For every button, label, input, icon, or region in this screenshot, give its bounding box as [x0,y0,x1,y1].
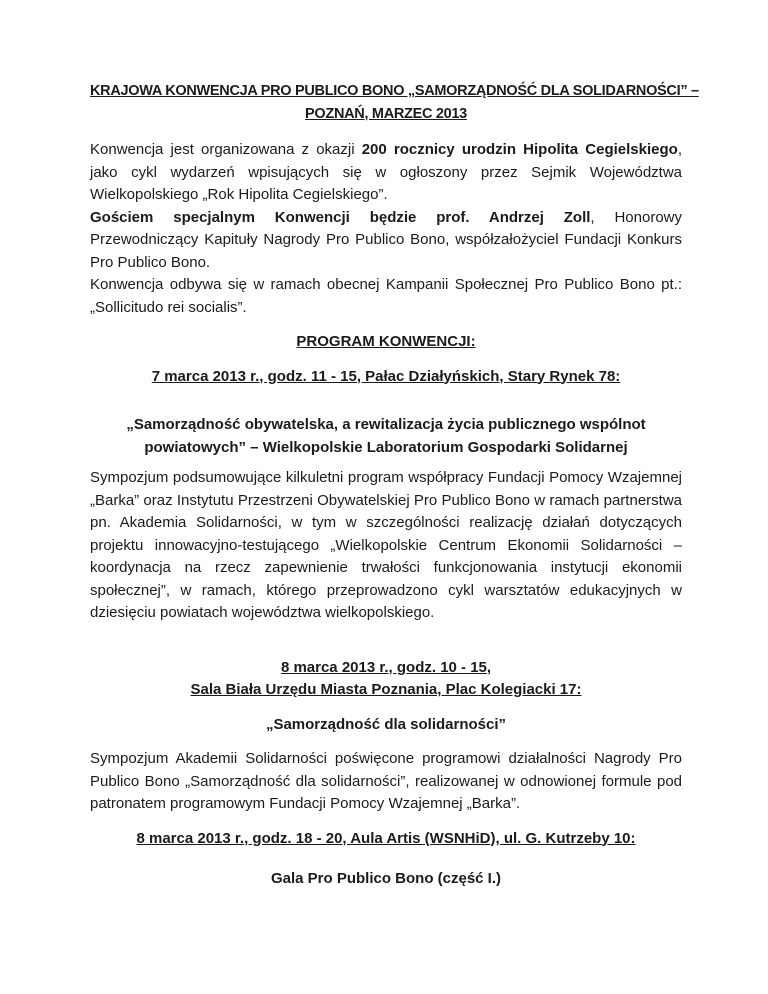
intro-paragraph-2-bold: Gościem specjalnym Konwencji będzie prof. Andrzej Zoll [90,208,591,226]
session2-datetime-line1: 8 marca 2013 r., godz. 10 - 15, [280,658,492,676]
session2-description: Sympozjum Akademii Solidarności poświęcone programowi działalności Nagrody Pro Publico Bono „Samorządność dla solidarności”, realizowanej w odnowionej formule pod patronatem programowym Fundacji Pomocy Wzajemnej „Barka”. [90,750,682,812]
intro-paragraph-2-post: , Honorowy Przewodniczący Kapituły Nagrody Pro Publico Bono, współzałożyciel Fundacji Konkurs Pro Publico Bono. [90,208,682,271]
intro-paragraph-1-bold: 200 rocznicy urodzin Hipolita Cegielskiego [361,141,678,158]
document-title-line2: POZNAŃ, MARZEC 2013 [305,105,467,122]
session3-title: Gala Pro Publico Bono (część I.) [270,870,502,887]
session1-datetime-heading: 7 marca 2013 r., godz. 11 - 15, Pałac Działyńskich, Stary Rynek 78: [151,367,621,385]
session2-datetime-heading [90,657,682,702]
intro-paragraph-2 [90,207,682,275]
session1-description: Sympozjum podsumowujące kilkuletni program współpracy Fundacji Pomocy Wzajemnej „Barka” oraz Instytutu Przestrzeni Obywatelskiej Pro Publico Bono w ramach partnerstwa pn. Akademia Solidarności, w tym w szczególności realizację działań dotyczących projektu innowacyjno-testującego „Wielkopolskie Centrum Ekonomii Solidarności – koordynacja na rzecz zapewnienie trwałości funkcjonowania instytucji ekonomii społecznej”, w ramach, którego przeprowadzono cykl warsztatów edukacyjnych w dziesięciu powiatach województwa wielkopolskiego. [90,469,682,621]
program-heading: PROGRAM KONWENCJI: [296,333,476,350]
intro-section [90,139,682,319]
session1-title [90,414,682,459]
intro-paragraph-1 [90,139,682,207]
document-title [90,80,699,125]
document-title-line1: KRAJOWA KONWENCJA PRO PUBLICO BONO „SAMORZĄDNOŚĆ DLA SOLIDARNOŚCI” – [90,83,699,99]
session1-title-line1: „Samorządność obywatelska, a rewitalizacja życia publicznego wspólnot [126,416,646,433]
intro-paragraph-3: Konwencja odbywa się w ramach obecnej Kampanii Społecznej Pro Publico Bono pt.: „Sollicitudo rei socialis”. [90,276,682,316]
session2-title: „Samorządność dla solidarności” [265,715,507,733]
intro-paragraph-1-post: , jako cykl wydarzeń wpisujących się w ogłoszony przez Sejmik Województwa Wielkopolskiego „Rok Hipolita Cegielskiego”. [90,141,682,203]
session1-title-line2: powiatowych” – Wielkopolskie Laboratorium Gospodarki Solidarnej [144,438,628,456]
intro-paragraph-1-pre: Konwencja jest organizowana z okazji [90,141,362,158]
session3-datetime-heading: 8 marca 2013 r., godz. 18 - 20, Aula Artis (WSNHiD), ul. G. Kutrzeby 10: [136,829,636,847]
session2-datetime-line2: Sala Biała Urzędu Miasta Poznania, Plac Kolegiacki 17: [190,681,582,698]
